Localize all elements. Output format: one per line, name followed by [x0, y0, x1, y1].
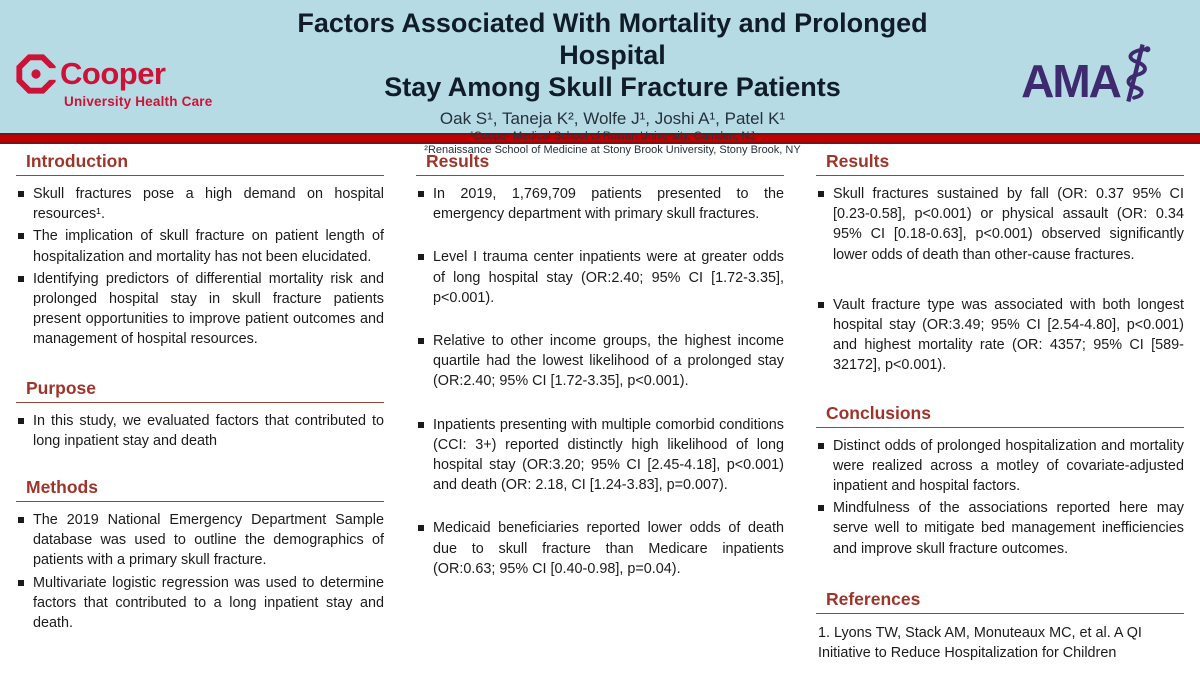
staff-of-asclepius-icon [1116, 40, 1154, 106]
bullet-text: Level I trauma center inpatients were at greater odds of long hospital stay (OR:2.40; 95% CI [1.72-3.35], p<0.001). [432, 249, 784, 306]
bullet-item [16, 573, 384, 634]
column-middle [400, 151, 800, 664]
bullet-text: Medicaid beneficiaries reported lower odds of death due to skull fracture than Medicare inpatients (OR:0.63; 95% CI [0.40-0.98], p=0.04). [432, 520, 784, 577]
bullet-item [16, 226, 384, 266]
bullet-text: In this study, we evaluated factors that contributed to long inpatient stay and death [33, 412, 384, 449]
section-title-results-right: Results [816, 151, 1184, 176]
section-results-right [816, 151, 1184, 376]
cooper-logo-tagline: University Health Care [64, 94, 213, 109]
bullet-item [416, 247, 784, 308]
section-conclusions [816, 403, 1184, 559]
bullet-text: Vault fracture type was associated with both longest hospital stay (OR:3.49; 95% CI [2.54-4.80], p<0.001) and highest mortality rate (OR: 4357; 95% CI [589-32172], p<0.001). [832, 296, 1184, 374]
bullet-item [16, 510, 384, 571]
section-results-middle [416, 151, 784, 579]
bullet-item [416, 331, 784, 392]
bullet-item [416, 415, 784, 496]
bullet-item [16, 411, 384, 451]
poster-title-line1: Factors Associated With Mortality and Prolonged Hospital [297, 8, 928, 70]
bullet-text: The 2019 National Emergency Department Sample database was used to outline the demographics of patients with a primary skull fracture. [33, 512, 384, 569]
section-title-introduction: Introduction [16, 151, 384, 176]
ama-logo-text: AMA [1021, 55, 1120, 107]
authors-line: Oak S¹, Taneja K², Wolfe J¹, Joshi A¹, Patel K¹ [439, 108, 786, 128]
purpose-bullet-list [16, 411, 384, 451]
poster-body [0, 144, 1200, 664]
cooper-octagon-icon [16, 54, 56, 94]
bullet-text: Skull fractures pose a high demand on hospital resources¹. [33, 186, 384, 223]
title-block [250, 0, 975, 158]
results-right-bullet-list [816, 184, 1184, 376]
cooper-logo [0, 0, 250, 109]
bullet-item [16, 269, 384, 350]
bullet-text: Distinct odds of prolonged hospitalization and mortality were realized across a motley of covariate-adjusted inpatient and hospital factors. [832, 437, 1184, 495]
results-middle-bullet-list [416, 184, 784, 579]
section-title-purpose: Purpose [16, 378, 384, 403]
bullet-text: Multivariate logistic regression was used to determine factors that contributed to a long inpatient stay and death. [33, 574, 384, 632]
bullet-item [816, 295, 1184, 376]
bullet-text: Identifying predictors of differential mortality risk and prolonged hospital stay in skull fracture patients present opportunities to improve patient outcomes and management of hospital resources. [33, 270, 384, 348]
bullet-text: Relative to other income groups, the highest income quartile had the lowest likelihood of a prolonged stay (OR:2.40; 95% CI [1.72-3.35], p<0.001). [432, 333, 784, 390]
bullet-item [416, 184, 784, 224]
poster-header [0, 0, 1200, 157]
bullet-item [816, 498, 1184, 559]
section-title-conclusions: Conclusions [816, 403, 1184, 428]
reference-item: 1. Lyons TW, Stack AM, Monuteaux MC, et al. A QI Initiative to Reduce Hospitalization for Children [817, 624, 1142, 662]
bullet-text: The implication of skull fracture on patient length of hospitalization and mortality has not been elucidated. [33, 228, 384, 265]
ama-logo [975, 0, 1200, 106]
cooper-logo-name: Cooper [60, 56, 166, 91]
bullet-text: In 2019, 1,769,709 patients presented to the emergency department with primary skull fractures. [432, 186, 784, 223]
section-title-references: References [816, 589, 1184, 614]
section-references [816, 589, 1184, 664]
section-title-results-middle: Results [416, 151, 784, 176]
section-methods [16, 477, 384, 633]
bullet-item [416, 518, 784, 579]
methods-bullet-list [16, 510, 384, 633]
poster-title [250, 8, 975, 104]
bullet-text: Skull fractures sustained by fall (OR: 0.37 95% CI [0.23-0.58], p<0.001) or physical assault (OR: 0.34 95% CI [0.18-0.63], p<0.001) observed significantly lower odds of death than other-cause fractures. [832, 186, 1184, 263]
bullet-item [16, 184, 384, 224]
bullet-text: Inpatients presenting with multiple comorbid conditions (CCI: 3+) reported distinctly high likelihood of long hospital stay (OR:3.20; 95% CI [2.45-4.18], p<0.001) and death (OR: 2.18, CI [1.24-3.83], p=0.007). [432, 416, 784, 494]
column-left [0, 151, 400, 664]
section-introduction [16, 151, 384, 350]
affiliation-1: ¹Cooper Medical School of Rowan University, Camden, NJ [470, 129, 755, 142]
bullet-item [816, 436, 1184, 497]
bullet-item [816, 184, 1184, 265]
introduction-bullet-list [16, 184, 384, 350]
affiliation-2: ²Renaissance School of Medicine at Stony Brook University, Stony Brook, NY [424, 144, 801, 157]
conclusions-bullet-list [816, 436, 1184, 559]
column-right [800, 151, 1200, 664]
section-title-methods: Methods [16, 477, 384, 502]
section-purpose [16, 378, 384, 451]
poster-title-line2: Stay Among Skull Fracture Patients [384, 71, 841, 102]
bullet-text: Mindfulness of the associations reported here may serve well to mitigate bed management inefficiencies and improve skull fracture outcomes. [832, 500, 1184, 557]
